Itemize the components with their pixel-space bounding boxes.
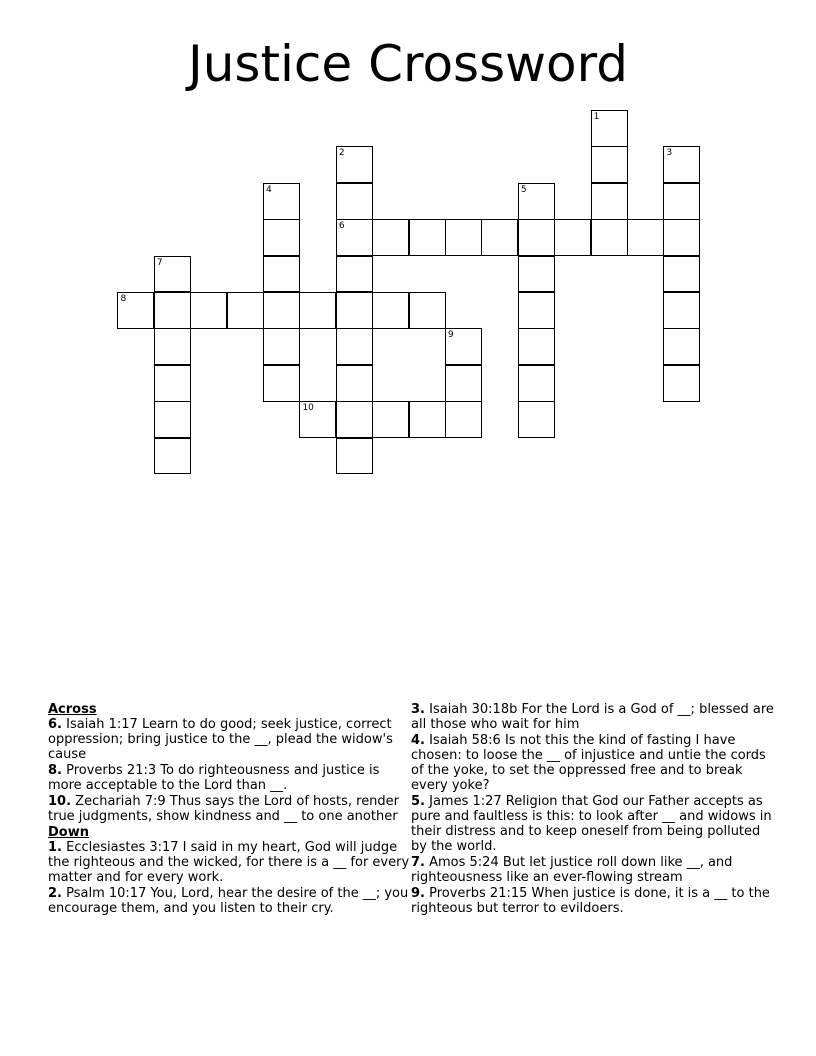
crossword-cell[interactable] xyxy=(263,256,300,293)
crossword-cell[interactable] xyxy=(336,219,373,256)
clue-number: 3 xyxy=(666,148,673,159)
crossword-cell[interactable] xyxy=(591,146,628,183)
clue-item-text: Isaiah 58:6 Is not this the kind of fasting I have chosen: to loose the __ of injustice and untie the cords of the yoke, to set the oppressed free and to break every yoke? xyxy=(411,733,766,793)
crossword-cell[interactable] xyxy=(445,401,482,438)
crossword-cell[interactable] xyxy=(663,146,700,183)
clue-item xyxy=(411,886,776,916)
crossword-cell[interactable] xyxy=(518,256,555,293)
clue-item-number: 2. xyxy=(48,886,62,901)
crossword-cell[interactable] xyxy=(154,256,191,293)
crossword-cell[interactable] xyxy=(445,365,482,402)
crossword-cell[interactable] xyxy=(518,219,555,256)
crossword-cell[interactable] xyxy=(263,292,300,329)
crossword-cell[interactable] xyxy=(154,365,191,402)
crossword-cell[interactable] xyxy=(663,256,700,293)
crossword-cell[interactable] xyxy=(518,292,555,329)
crossword-cell[interactable] xyxy=(409,219,446,256)
clue-item xyxy=(411,794,776,854)
clue-item-text: Proverbs 21:3 To do righteousness and justice is more acceptable to the Lord than __. xyxy=(48,763,380,793)
clue-item-number: 5. xyxy=(411,794,425,809)
clue-item xyxy=(411,733,776,793)
crossword-cell[interactable] xyxy=(154,328,191,365)
crossword-cell[interactable] xyxy=(336,328,373,365)
clue-number: 7 xyxy=(156,257,163,268)
clue-item-text: James 1:27 Religion that God our Father accepts as pure and faultless is this: to look after __ and widows in their distress and to keep oneself from being polluted by the world. xyxy=(411,794,772,854)
clue-number: 5 xyxy=(520,184,527,195)
clue-item-number: 3. xyxy=(411,702,425,717)
clue-item xyxy=(48,840,410,885)
clue-item xyxy=(48,886,410,916)
crossword-cell[interactable] xyxy=(409,292,446,329)
clue-number: 2 xyxy=(338,148,345,159)
crossword-cell[interactable] xyxy=(518,365,555,402)
crossword-cell[interactable] xyxy=(336,146,373,183)
crossword-cell[interactable] xyxy=(299,292,336,329)
clue-item-number: 6. xyxy=(48,717,62,732)
crossword-cell[interactable] xyxy=(154,292,191,329)
crossword-cell[interactable] xyxy=(263,219,300,256)
clue-item xyxy=(48,763,410,793)
section-heading: Across xyxy=(48,702,97,717)
crossword-cell[interactable] xyxy=(591,183,628,220)
crossword-cell[interactable] xyxy=(117,292,154,329)
crossword-cell[interactable] xyxy=(263,328,300,365)
crossword-cell[interactable] xyxy=(372,401,409,438)
crossword-cell[interactable] xyxy=(336,401,373,438)
section-heading: Down xyxy=(48,825,89,840)
clue-number: 9 xyxy=(448,330,454,341)
crossword-cell[interactable] xyxy=(518,401,555,438)
crossword-cell[interactable] xyxy=(591,110,628,147)
clues-right-column xyxy=(411,702,776,917)
clue-item-text: Psalm 10:17 You, Lord, hear the desire of the __; you encourage them, and you listen to their cry. xyxy=(48,886,409,916)
crossword-cell[interactable] xyxy=(518,328,555,365)
clue-number: 4 xyxy=(266,184,272,195)
clue-item-number: 7. xyxy=(411,855,425,870)
crossword-cell[interactable] xyxy=(518,183,555,220)
crossword-cell[interactable] xyxy=(372,219,409,256)
crossword-cell[interactable] xyxy=(663,365,700,402)
clue-number: 8 xyxy=(120,293,127,304)
clue-item-text: Amos 5:24 But let justice roll down like __, and righteousness like an ever-flowing stream xyxy=(411,855,733,885)
clue-item-number: 1. xyxy=(48,840,62,855)
crossword-cell[interactable] xyxy=(190,292,227,329)
crossword-cell[interactable] xyxy=(263,183,300,220)
crossword-cell[interactable] xyxy=(336,292,373,329)
clue-item-text: Isaiah 30:18b For the Lord is a God of __; blessed are all those who wait for him xyxy=(411,702,774,732)
clue-item-number: 8. xyxy=(48,763,62,778)
crossword-cell[interactable] xyxy=(372,292,409,329)
crossword-cell[interactable] xyxy=(336,438,373,475)
crossword-cell[interactable] xyxy=(591,219,628,256)
crossword-cell[interactable] xyxy=(445,219,482,256)
crossword-cell[interactable] xyxy=(663,183,700,220)
crossword-cell[interactable] xyxy=(336,183,373,220)
clue-item-number: 10. xyxy=(48,794,72,809)
clue-item-text: Zechariah 7:9 Thus says the Lord of hosts, render true judgments, show kindness and __ to one another xyxy=(48,794,400,824)
puzzle-title: Justice Crossword xyxy=(187,35,629,93)
clue-item xyxy=(411,855,776,885)
clue-item-text: Isaiah 1:17 Learn to do good; seek justice, correct oppression; bring justice to the __, plead the widow's cause xyxy=(48,717,393,762)
clue-item-number: 4. xyxy=(411,733,425,748)
clue-item-number: 9. xyxy=(411,886,425,901)
crossword-cell[interactable] xyxy=(154,438,191,475)
crossword-cell[interactable] xyxy=(409,401,446,438)
clue-number: 1 xyxy=(593,111,600,122)
clue-number: 6 xyxy=(338,221,345,232)
crossword-cell[interactable] xyxy=(663,292,700,329)
crossword-cell[interactable] xyxy=(263,365,300,402)
clue-item xyxy=(48,794,410,824)
clue-item xyxy=(411,702,776,732)
crossword-cell[interactable] xyxy=(663,328,700,365)
crossword-cell[interactable] xyxy=(663,219,700,256)
crossword-cell[interactable] xyxy=(554,219,591,256)
crossword-cell[interactable] xyxy=(336,365,373,402)
crossword-cell[interactable] xyxy=(445,328,482,365)
crossword-cell[interactable] xyxy=(227,292,264,329)
clue-item xyxy=(48,717,410,762)
clues-left-column xyxy=(48,702,410,917)
crossword-cell[interactable] xyxy=(299,401,336,438)
crossword-grid xyxy=(0,0,816,500)
crossword-cell[interactable] xyxy=(154,401,191,438)
clue-item-text: Proverbs 21:15 When justice is done, it is a __ to the righteous but terror to evildoers. xyxy=(411,886,770,916)
crossword-cell[interactable] xyxy=(481,219,518,256)
crossword-cell[interactable] xyxy=(336,256,373,293)
clue-number: 10 xyxy=(302,403,314,414)
clue-item-text: Ecclesiastes 3:17 I said in my heart, God will judge the righteous and the wicked, for there is a __ for every matter and for every work. xyxy=(48,840,410,885)
crossword-cell[interactable] xyxy=(627,219,664,256)
